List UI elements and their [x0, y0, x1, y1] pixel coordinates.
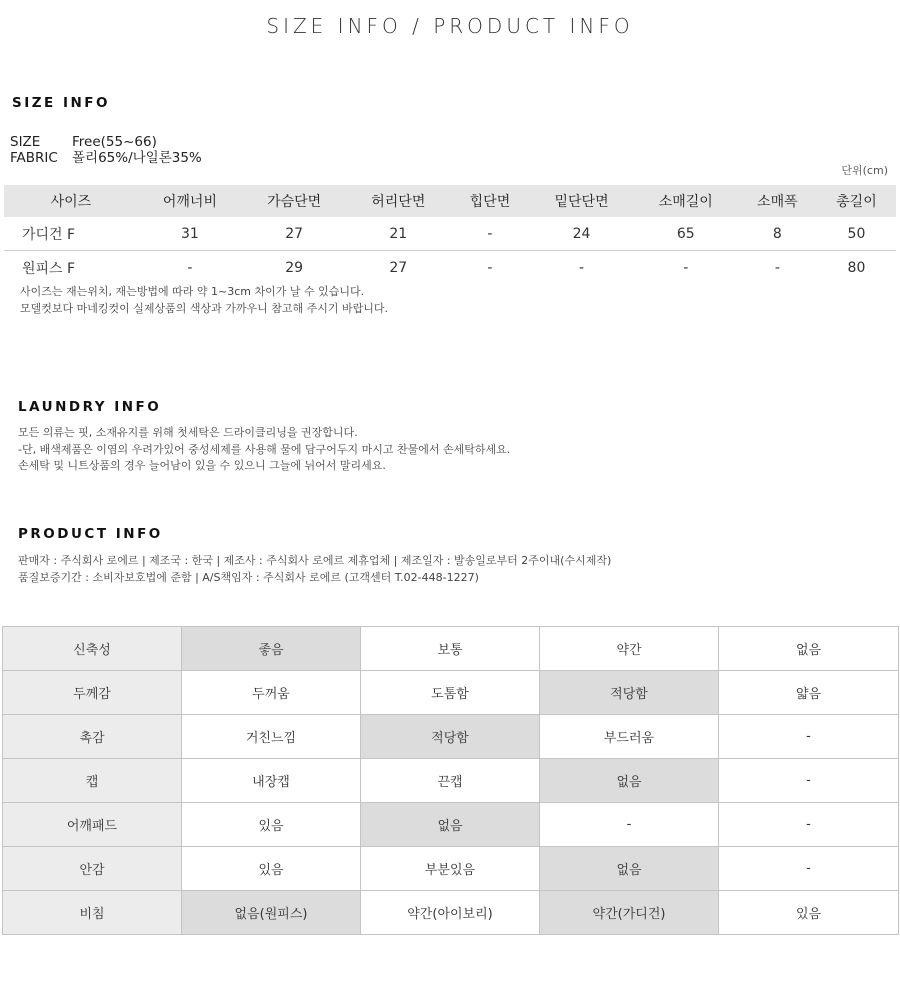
product-info-title: PRODUCT INFO: [18, 526, 163, 542]
property-option: 없음(원피스): [182, 891, 361, 935]
page-title: SIZE INFO / PRODUCT INFO: [266, 14, 634, 38]
property-label: 비침: [3, 891, 182, 935]
product-notes: [18, 553, 611, 586]
size-table: [4, 185, 896, 284]
table-cell: -: [579, 259, 585, 276]
property-option: 있음: [719, 891, 899, 935]
property-option: 없음: [361, 803, 540, 847]
table-cell: -: [187, 259, 193, 276]
table-row: [4, 217, 896, 251]
size-notes: [20, 284, 388, 317]
column-header: 총길이: [817, 185, 896, 217]
size-label: SIZE: [10, 134, 41, 150]
fabric-label: FABRIC: [10, 150, 58, 166]
laundry-line: 손세탁 및 니트상품의 경우 늘어남이 있을 수 있으니 그늘에 뉘어서 말리세요.: [18, 459, 386, 472]
table-cell: 24: [529, 217, 633, 251]
property-label: 캡: [3, 759, 182, 803]
table-cell: 8: [738, 217, 817, 251]
property-option: 부드러움: [540, 715, 719, 759]
table-cell: 29: [285, 259, 304, 276]
product-line: 판매자 : 주식회사 로에르 | 제조국 : 한국 | 제조사 : 주식회사 로에르 제휴업체 | 제조일자 : 발송일로부터 2주이내(수시제작): [18, 554, 612, 567]
table-cell: 31: [138, 217, 242, 251]
property-label: 어깨패드: [3, 803, 182, 847]
property-row: [3, 627, 899, 671]
size-info-title: SIZE INFO: [12, 95, 110, 111]
column-header: 소매폭: [738, 185, 817, 217]
property-option: -: [719, 847, 899, 891]
property-row: [3, 715, 899, 759]
property-option: -: [719, 715, 899, 759]
property-option: 있음: [182, 847, 361, 891]
property-option: 있음: [182, 803, 361, 847]
property-option: 두꺼움: [182, 671, 361, 715]
property-row: [3, 891, 899, 935]
property-option: 얇음: [719, 671, 899, 715]
property-option: 보통: [361, 627, 540, 671]
property-option: 없음: [540, 759, 719, 803]
product-line: 품질보증기간 : 소비자보호법에 준함 | A/S책임자 : 주식회사 로에르 (고객센터 T.02-448-1227): [18, 570, 479, 584]
property-label: 신축성: [3, 627, 182, 671]
column-header: 소매길이: [634, 185, 738, 217]
size-value: Free(55~66): [72, 134, 157, 150]
laundry-notes: [18, 425, 510, 475]
table-cell: -: [450, 217, 529, 251]
column-header: 가슴단면: [242, 185, 346, 217]
note-line: 사이즈는 재는위치, 재는방법에 따라 약 1~3cm 차이가 날 수 있습니다.: [20, 285, 365, 298]
property-option: 약간(아이보리): [361, 891, 540, 935]
table-cell: -: [774, 259, 780, 276]
column-header: 사이즈: [4, 185, 138, 217]
property-option: -: [719, 759, 899, 803]
laundry-line: -단, 배색제품은 이염의 우려가있어 중성세제를 사용해 물에 담구어두지 마시고 찬물에서 손세탁하세요.: [18, 442, 511, 456]
unit-label: 단위(cm): [841, 164, 888, 177]
property-label: 두께감: [3, 671, 182, 715]
property-option: 내장캡: [182, 759, 361, 803]
property-row: [3, 847, 899, 891]
property-option: -: [540, 803, 719, 847]
property-option: 거친느낌: [182, 715, 361, 759]
property-label: 안감: [3, 847, 182, 891]
property-row: [3, 671, 899, 715]
laundry-info-title: LAUNDRY INFO: [18, 399, 162, 415]
table-cell: 가디건 F: [4, 217, 138, 251]
table-row: [4, 251, 896, 285]
property-option: -: [719, 803, 899, 847]
size-table-header-row: [4, 185, 896, 217]
property-option: 적당함: [361, 715, 540, 759]
table-cell: -: [487, 259, 493, 276]
property-option: 없음: [719, 627, 899, 671]
note-line: 모델컷보다 마네킹컷이 실제상품의 색상과 가까우니 참고해 주시기 바랍니다.: [20, 301, 389, 315]
property-option: 약간: [540, 627, 719, 671]
property-option: 도톰함: [361, 671, 540, 715]
table-cell: -: [683, 259, 689, 276]
table-cell: 27: [242, 217, 346, 251]
property-table: [2, 626, 899, 935]
property-option: 끈캡: [361, 759, 540, 803]
fabric-value: 폴리65%/나일론35%: [72, 150, 202, 166]
table-cell: 50: [817, 217, 896, 251]
property-option: 적당함: [540, 671, 719, 715]
property-row: [3, 759, 899, 803]
size-spec: [10, 134, 202, 166]
property-option: 부분있음: [361, 847, 540, 891]
property-option: 좋음: [182, 627, 361, 671]
table-cell: 21: [346, 217, 450, 251]
table-cell: 27: [389, 259, 408, 276]
column-header: 허리단면: [346, 185, 450, 217]
column-header: 어깨너비: [138, 185, 242, 217]
property-option: 약간(가디건): [540, 891, 719, 935]
column-header: 밑단단면: [529, 185, 633, 217]
table-cell: 80: [847, 259, 866, 276]
column-header: 힙단면: [450, 185, 529, 217]
property-row: [3, 803, 899, 847]
property-label: 촉감: [3, 715, 182, 759]
laundry-line: 모든 의류는 핏, 소재유지를 위해 첫세탁은 드라이클리닝을 권장합니다.: [18, 426, 358, 439]
table-cell: 원피스 F: [22, 260, 76, 277]
property-option: 없음: [540, 847, 719, 891]
table-cell: 65: [634, 217, 738, 251]
